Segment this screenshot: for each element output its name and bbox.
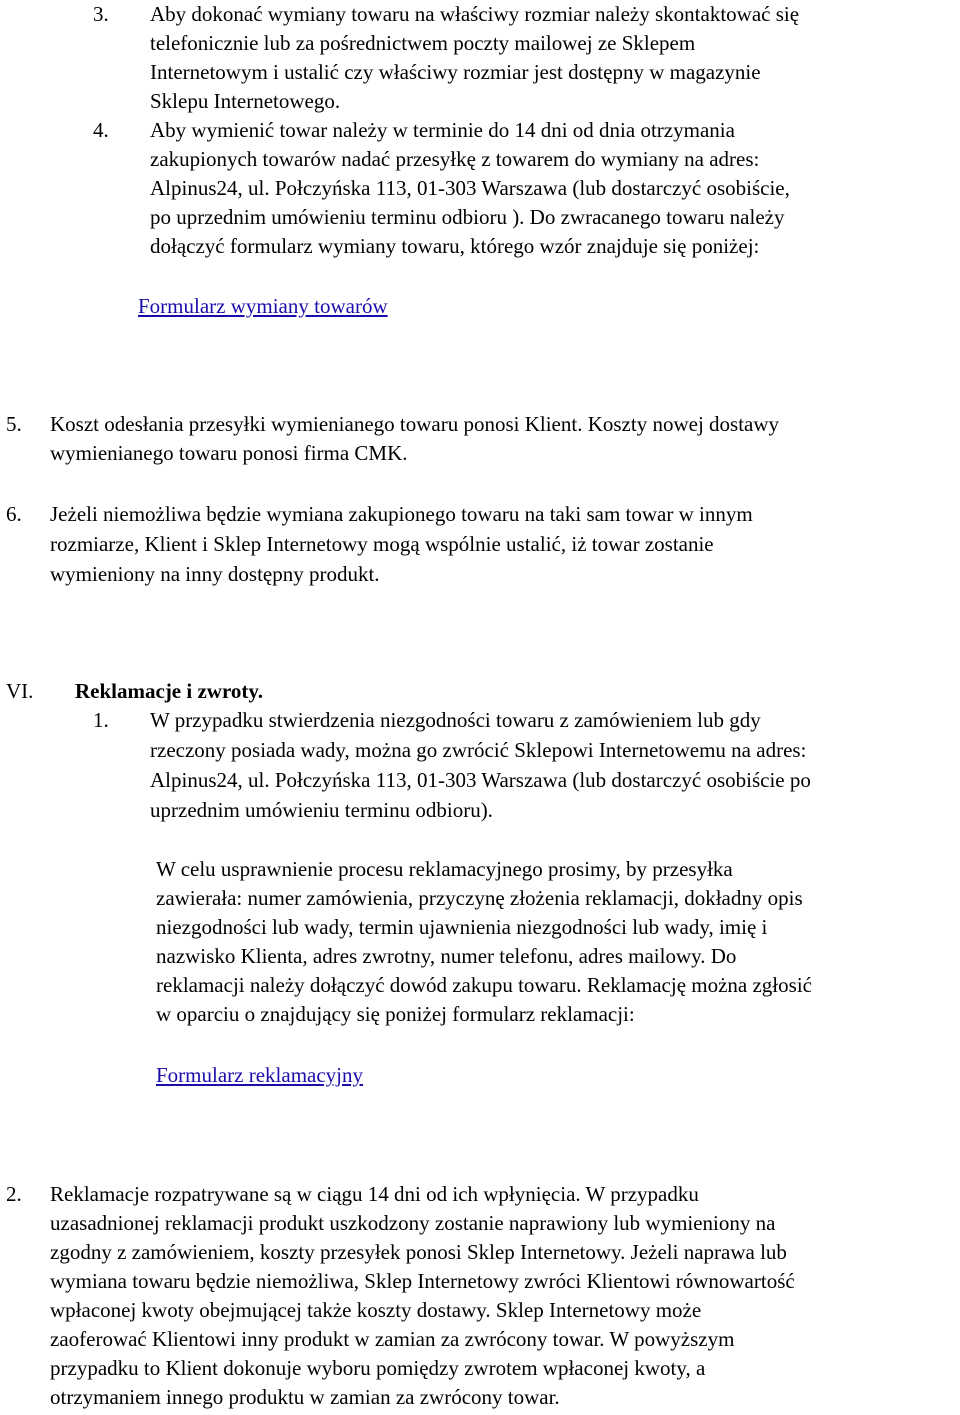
paragraph-line: wpłaconej kwoty obejmującej także koszty dostawy. Sklep Internetowy może <box>50 1298 702 1322</box>
paragraph-line: uzasadnionej reklamacji produkt uszkodzony zostanie naprawiony lub wymieniony na <box>50 1211 776 1235</box>
item-number: 1. <box>93 708 109 732</box>
paragraph-line: po uprzednim umówieniu terminu odbioru ). Do zwracanego towaru należy <box>150 205 785 229</box>
paragraph-line: Reklamacje rozpatrywane są w ciągu 14 dni od ich wpłynięcia. W przypadku <box>50 1182 699 1206</box>
section-roman-numeral: VI. <box>6 679 34 703</box>
item-number: 2. <box>6 1182 22 1206</box>
section-title: Reklamacje i zwroty. <box>75 679 263 703</box>
paragraph-line: wymiana towaru będzie niemożliwa, Sklep Internetowy zwróci Klientowi równowartość <box>50 1269 795 1293</box>
paragraph-line: Koszt odesłania przesyłki wymienianego towaru ponosi Klient. Koszty nowej dostawy <box>50 412 780 436</box>
paragraph-line: wymienianego towaru ponosi firma CMK. <box>50 441 408 465</box>
paragraph-line: wymieniony na inny dostępny produkt. <box>50 562 380 586</box>
paragraph-line: Aby wymienić towar należy w terminie do 14 dni od dnia otrzymania <box>150 118 735 142</box>
complaint-form-link[interactable]: Formularz reklamacyjny <box>156 1063 364 1087</box>
exchange-form-link[interactable]: Formularz wymiany towarów <box>138 294 388 318</box>
paragraph-line: przypadku to Klient dokonuje wyboru pomiędzy zwrotem wpłaconej kwoty, a <box>50 1356 706 1380</box>
paragraph-line: Sklepu Internetowego. <box>150 89 341 113</box>
paragraph-line: W celu usprawnienie procesu reklamacyjnego prosimy, by przesyłka <box>156 857 733 881</box>
paragraph-line: w oparciu o znajdujący się poniżej formularz reklamacji: <box>156 1002 635 1026</box>
paragraph-line: rzeczony posiada wady, można go zwrócić Sklepowi Internetowemu na adres: <box>150 738 807 762</box>
paragraph-line: zawierała: numer zamówienia, przyczynę złożenia reklamacji, dokładny opis <box>156 886 803 910</box>
paragraph-line: zgodny z zamówieniem, koszty przesyłek ponosi Sklep Internetowy. Jeżeli naprawa lub <box>50 1240 787 1264</box>
paragraph-line: W przypadku stwierdzenia niezgodności towaru z zamówieniem lub gdy <box>150 708 761 732</box>
paragraph-line: zaoferować Klientowi inny produkt w zamian za zwrócony towar. W powyższym <box>50 1327 735 1351</box>
paragraph-line: rozmiarze, Klient i Sklep Internetowy mogą wspólnie ustalić, iż towar zostanie <box>50 532 714 556</box>
paragraph-line: telefonicznie lub za pośrednictwem poczty mailowej ze Sklepem <box>150 31 696 55</box>
paragraph-line: Alpinus24, ul. Połczyńska 113, 01-303 Warszawa (lub dostarczyć osobiście, <box>150 176 790 200</box>
paragraph-line: nazwisko Klienta, adres zwrotny, numer telefonu, adres mailowy. Do <box>156 944 737 968</box>
paragraph-line: zakupionych towarów nadać przesyłkę z towarem do wymiany na adres: <box>150 147 760 171</box>
item-number: 4. <box>93 118 109 142</box>
item-number: 3. <box>93 2 109 26</box>
paragraph-line: Internetowym i ustalić czy właściwy rozmiar jest dostępny w magazynie <box>150 60 761 84</box>
paragraph-line: otrzymaniem innego produktu w zamian za zwrócony towar. <box>50 1385 560 1409</box>
paragraph-line: uprzednim umówieniu terminu odbioru). <box>150 798 493 822</box>
paragraph-line: Aby dokonać wymiany towaru na właściwy rozmiar należy skontaktować się <box>150 2 800 26</box>
paragraph-line: Jeżeli niemożliwa będzie wymiana zakupionego towaru na taki sam towar w innym <box>50 502 753 526</box>
item-number: 5. <box>6 412 22 436</box>
paragraph-line: dołączyć formularz wymiany towaru, którego wzór znajduje się poniżej: <box>150 234 760 258</box>
paragraph-line: reklamacji należy dołączyć dowód zakupu towaru. Reklamację można zgłosić <box>156 973 812 997</box>
paragraph-line: niezgodności lub wady, termin ujawnienia niezgodności lub wady, imię i <box>156 915 768 939</box>
paragraph-line: Alpinus24, ul. Połczyńska 113, 01-303 Warszawa (lub dostarczyć osobiście po <box>150 768 811 792</box>
item-number: 6. <box>6 502 22 526</box>
